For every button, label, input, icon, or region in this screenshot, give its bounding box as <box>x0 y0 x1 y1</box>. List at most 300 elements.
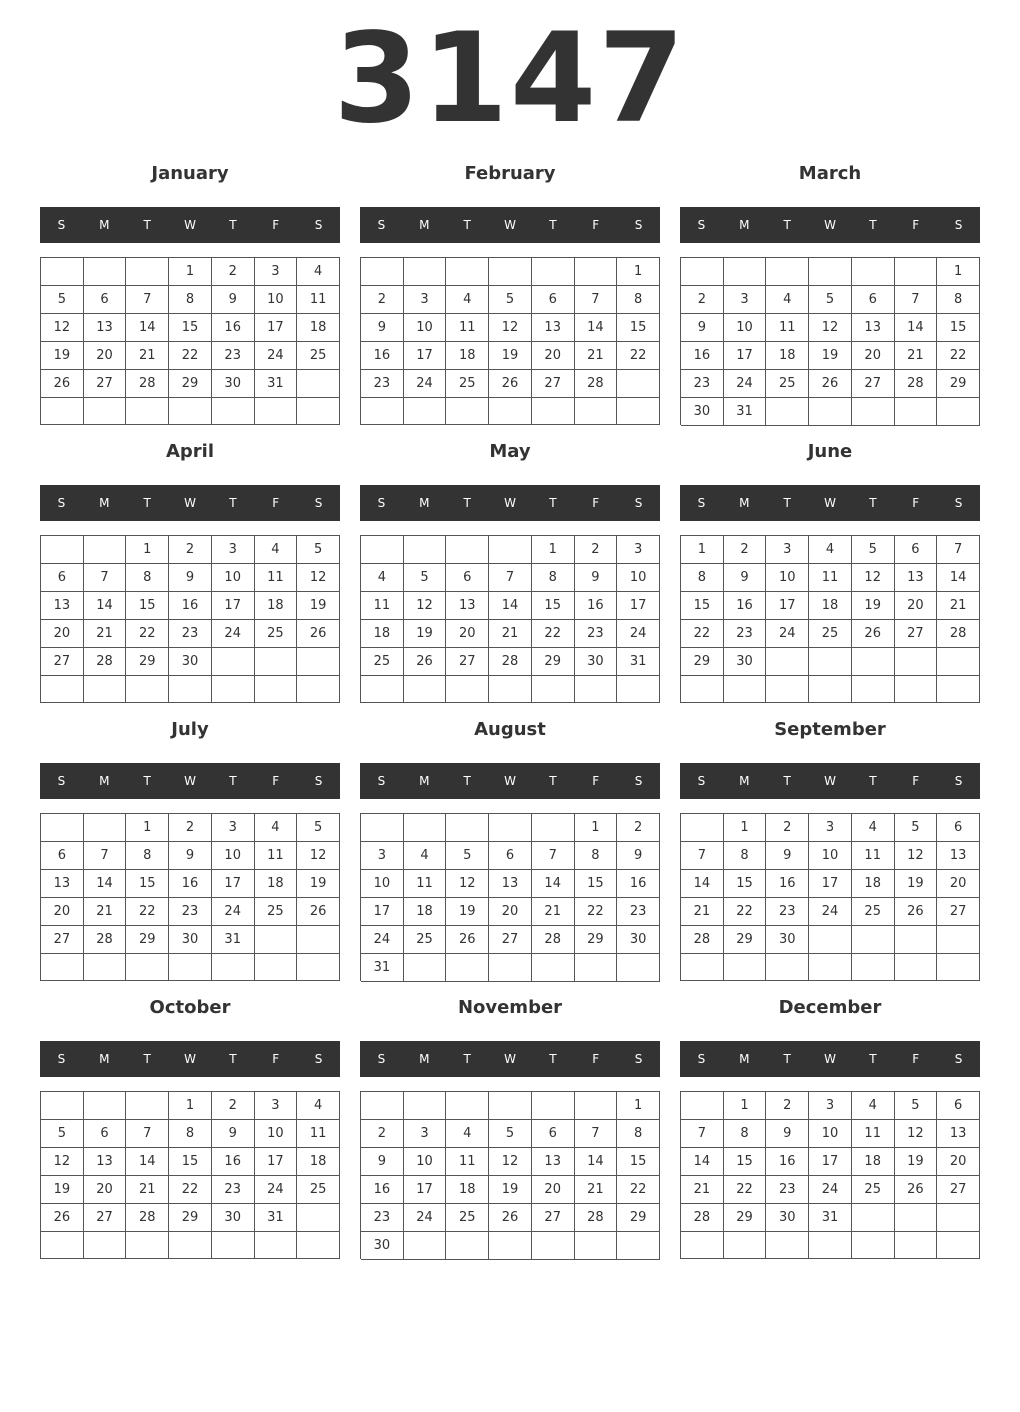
day-cell[interactable]: 12 <box>489 1148 532 1176</box>
day-cell[interactable]: 29 <box>532 648 575 676</box>
day-cell[interactable]: 12 <box>404 592 447 620</box>
day-cell[interactable]: 23 <box>766 898 809 926</box>
day-cell[interactable]: 10 <box>212 842 255 870</box>
day-cell[interactable]: 8 <box>724 842 767 870</box>
day-cell[interactable]: 13 <box>895 564 938 592</box>
day-cell[interactable]: 26 <box>297 898 340 926</box>
day-cell[interactable]: 1 <box>575 814 618 842</box>
day-cell[interactable]: 21 <box>532 898 575 926</box>
day-cell[interactable]: 24 <box>404 370 447 398</box>
day-cell[interactable]: 3 <box>404 1120 447 1148</box>
day-cell[interactable]: 17 <box>404 1176 447 1204</box>
day-cell[interactable]: 30 <box>361 1232 404 1260</box>
day-cell[interactable]: 1 <box>937 258 980 286</box>
day-cell[interactable]: 12 <box>297 564 340 592</box>
day-cell[interactable]: 16 <box>724 592 767 620</box>
day-cell[interactable]: 24 <box>809 1176 852 1204</box>
day-cell[interactable]: 13 <box>446 592 489 620</box>
day-cell[interactable]: 5 <box>297 536 340 564</box>
day-cell[interactable]: 20 <box>532 342 575 370</box>
day-cell[interactable]: 15 <box>575 870 618 898</box>
day-cell[interactable]: 11 <box>446 314 489 342</box>
day-cell[interactable]: 28 <box>681 1204 724 1232</box>
day-cell[interactable]: 28 <box>84 926 127 954</box>
day-cell[interactable]: 13 <box>532 314 575 342</box>
day-cell[interactable]: 15 <box>617 1148 660 1176</box>
day-cell[interactable]: 12 <box>895 842 938 870</box>
day-cell[interactable]: 1 <box>617 1092 660 1120</box>
day-cell[interactable]: 15 <box>937 314 980 342</box>
day-cell[interactable]: 22 <box>169 342 212 370</box>
day-cell[interactable]: 17 <box>766 592 809 620</box>
day-cell[interactable]: 16 <box>361 1176 404 1204</box>
day-cell[interactable]: 4 <box>852 1092 895 1120</box>
day-cell[interactable]: 4 <box>852 814 895 842</box>
day-cell[interactable]: 6 <box>41 564 84 592</box>
day-cell[interactable]: 25 <box>446 1204 489 1232</box>
day-cell[interactable]: 12 <box>446 870 489 898</box>
day-cell[interactable]: 25 <box>404 926 447 954</box>
day-cell[interactable]: 26 <box>297 620 340 648</box>
day-cell[interactable]: 6 <box>489 842 532 870</box>
day-cell[interactable]: 25 <box>852 898 895 926</box>
day-cell[interactable]: 11 <box>255 842 298 870</box>
day-cell[interactable]: 16 <box>169 870 212 898</box>
day-cell[interactable]: 30 <box>766 926 809 954</box>
day-cell[interactable]: 6 <box>84 1120 127 1148</box>
day-cell[interactable]: 10 <box>212 564 255 592</box>
day-cell[interactable]: 16 <box>617 870 660 898</box>
day-cell[interactable]: 22 <box>724 898 767 926</box>
day-cell[interactable]: 10 <box>404 1148 447 1176</box>
day-cell[interactable]: 14 <box>895 314 938 342</box>
day-cell[interactable]: 15 <box>532 592 575 620</box>
day-cell[interactable]: 2 <box>361 286 404 314</box>
day-cell[interactable]: 2 <box>212 258 255 286</box>
day-cell[interactable]: 30 <box>617 926 660 954</box>
day-cell[interactable]: 18 <box>361 620 404 648</box>
day-cell[interactable]: 24 <box>617 620 660 648</box>
day-cell[interactable]: 10 <box>361 870 404 898</box>
day-cell[interactable]: 15 <box>169 1148 212 1176</box>
day-cell[interactable]: 10 <box>255 286 298 314</box>
day-cell[interactable]: 12 <box>297 842 340 870</box>
day-cell[interactable]: 11 <box>404 870 447 898</box>
day-cell[interactable]: 18 <box>255 592 298 620</box>
day-cell[interactable]: 3 <box>255 1092 298 1120</box>
day-cell[interactable]: 1 <box>724 1092 767 1120</box>
day-cell[interactable]: 7 <box>895 286 938 314</box>
day-cell[interactable]: 25 <box>766 370 809 398</box>
day-cell[interactable]: 20 <box>84 1176 127 1204</box>
day-cell[interactable]: 11 <box>297 1120 340 1148</box>
day-cell[interactable]: 14 <box>575 314 618 342</box>
day-cell[interactable]: 8 <box>724 1120 767 1148</box>
day-cell[interactable]: 17 <box>255 314 298 342</box>
day-cell[interactable]: 29 <box>937 370 980 398</box>
day-cell[interactable]: 20 <box>937 1148 980 1176</box>
day-cell[interactable]: 14 <box>937 564 980 592</box>
day-cell[interactable]: 24 <box>361 926 404 954</box>
day-cell[interactable]: 17 <box>809 1148 852 1176</box>
day-cell[interactable]: 20 <box>41 620 84 648</box>
day-cell[interactable]: 26 <box>895 898 938 926</box>
day-cell[interactable]: 19 <box>297 870 340 898</box>
day-cell[interactable]: 19 <box>404 620 447 648</box>
day-cell[interactable]: 27 <box>532 1204 575 1232</box>
day-cell[interactable]: 1 <box>532 536 575 564</box>
day-cell[interactable]: 30 <box>212 370 255 398</box>
day-cell[interactable]: 19 <box>297 592 340 620</box>
day-cell[interactable]: 9 <box>766 1120 809 1148</box>
day-cell[interactable]: 18 <box>446 342 489 370</box>
day-cell[interactable]: 21 <box>681 1176 724 1204</box>
day-cell[interactable]: 27 <box>41 648 84 676</box>
day-cell[interactable]: 29 <box>575 926 618 954</box>
day-cell[interactable]: 23 <box>361 1204 404 1232</box>
day-cell[interactable]: 3 <box>724 286 767 314</box>
day-cell[interactable]: 26 <box>895 1176 938 1204</box>
day-cell[interactable]: 5 <box>404 564 447 592</box>
day-cell[interactable]: 16 <box>575 592 618 620</box>
day-cell[interactable]: 23 <box>766 1176 809 1204</box>
day-cell[interactable]: 8 <box>169 1120 212 1148</box>
day-cell[interactable]: 11 <box>446 1148 489 1176</box>
day-cell[interactable]: 18 <box>255 870 298 898</box>
day-cell[interactable]: 20 <box>41 898 84 926</box>
day-cell[interactable]: 14 <box>489 592 532 620</box>
day-cell[interactable]: 4 <box>446 1120 489 1148</box>
day-cell[interactable]: 18 <box>852 870 895 898</box>
day-cell[interactable]: 4 <box>404 842 447 870</box>
day-cell[interactable]: 18 <box>766 342 809 370</box>
day-cell[interactable]: 16 <box>361 342 404 370</box>
day-cell[interactable]: 12 <box>809 314 852 342</box>
day-cell[interactable]: 15 <box>724 870 767 898</box>
day-cell[interactable]: 16 <box>766 1148 809 1176</box>
day-cell[interactable]: 2 <box>681 286 724 314</box>
day-cell[interactable]: 26 <box>41 370 84 398</box>
day-cell[interactable]: 15 <box>724 1148 767 1176</box>
day-cell[interactable]: 22 <box>724 1176 767 1204</box>
day-cell[interactable]: 30 <box>681 398 724 426</box>
day-cell[interactable]: 5 <box>41 1120 84 1148</box>
day-cell[interactable]: 13 <box>937 842 980 870</box>
day-cell[interactable]: 27 <box>532 370 575 398</box>
day-cell[interactable]: 26 <box>809 370 852 398</box>
day-cell[interactable]: 24 <box>404 1204 447 1232</box>
day-cell[interactable]: 11 <box>297 286 340 314</box>
day-cell[interactable]: 3 <box>404 286 447 314</box>
day-cell[interactable]: 4 <box>809 536 852 564</box>
day-cell[interactable]: 3 <box>617 536 660 564</box>
day-cell[interactable]: 5 <box>297 814 340 842</box>
day-cell[interactable]: 11 <box>809 564 852 592</box>
day-cell[interactable]: 24 <box>255 342 298 370</box>
day-cell[interactable]: 31 <box>255 1204 298 1232</box>
day-cell[interactable]: 11 <box>852 842 895 870</box>
day-cell[interactable]: 1 <box>126 536 169 564</box>
day-cell[interactable]: 12 <box>489 314 532 342</box>
day-cell[interactable]: 14 <box>575 1148 618 1176</box>
day-cell[interactable]: 30 <box>169 926 212 954</box>
day-cell[interactable]: 2 <box>212 1092 255 1120</box>
day-cell[interactable]: 28 <box>84 648 127 676</box>
day-cell[interactable]: 3 <box>766 536 809 564</box>
day-cell[interactable]: 22 <box>169 1176 212 1204</box>
day-cell[interactable]: 22 <box>532 620 575 648</box>
day-cell[interactable]: 29 <box>126 926 169 954</box>
day-cell[interactable]: 26 <box>41 1204 84 1232</box>
day-cell[interactable]: 3 <box>809 814 852 842</box>
day-cell[interactable]: 8 <box>617 1120 660 1148</box>
day-cell[interactable]: 5 <box>895 814 938 842</box>
day-cell[interactable]: 22 <box>617 342 660 370</box>
day-cell[interactable]: 15 <box>169 314 212 342</box>
day-cell[interactable]: 21 <box>489 620 532 648</box>
day-cell[interactable]: 20 <box>852 342 895 370</box>
day-cell[interactable]: 1 <box>681 536 724 564</box>
day-cell[interactable]: 25 <box>255 898 298 926</box>
day-cell[interactable]: 29 <box>617 1204 660 1232</box>
day-cell[interactable]: 23 <box>361 370 404 398</box>
day-cell[interactable]: 21 <box>84 620 127 648</box>
day-cell[interactable]: 8 <box>126 564 169 592</box>
day-cell[interactable]: 17 <box>724 342 767 370</box>
day-cell[interactable]: 31 <box>255 370 298 398</box>
day-cell[interactable]: 26 <box>489 370 532 398</box>
day-cell[interactable]: 17 <box>212 870 255 898</box>
day-cell[interactable]: 19 <box>489 342 532 370</box>
day-cell[interactable]: 2 <box>575 536 618 564</box>
day-cell[interactable]: 10 <box>724 314 767 342</box>
day-cell[interactable]: 3 <box>255 258 298 286</box>
day-cell[interactable]: 29 <box>169 1204 212 1232</box>
day-cell[interactable]: 25 <box>297 1176 340 1204</box>
day-cell[interactable]: 21 <box>895 342 938 370</box>
day-cell[interactable]: 21 <box>126 1176 169 1204</box>
day-cell[interactable]: 21 <box>937 592 980 620</box>
day-cell[interactable]: 29 <box>126 648 169 676</box>
day-cell[interactable]: 14 <box>126 314 169 342</box>
day-cell[interactable]: 24 <box>212 898 255 926</box>
day-cell[interactable]: 23 <box>169 620 212 648</box>
day-cell[interactable]: 20 <box>532 1176 575 1204</box>
day-cell[interactable]: 9 <box>361 1148 404 1176</box>
day-cell[interactable]: 18 <box>297 1148 340 1176</box>
day-cell[interactable]: 7 <box>937 536 980 564</box>
day-cell[interactable]: 9 <box>212 286 255 314</box>
day-cell[interactable]: 16 <box>169 592 212 620</box>
day-cell[interactable]: 30 <box>766 1204 809 1232</box>
day-cell[interactable]: 10 <box>255 1120 298 1148</box>
day-cell[interactable]: 14 <box>84 592 127 620</box>
day-cell[interactable]: 8 <box>126 842 169 870</box>
day-cell[interactable]: 21 <box>575 342 618 370</box>
day-cell[interactable]: 19 <box>41 342 84 370</box>
day-cell[interactable]: 13 <box>937 1120 980 1148</box>
day-cell[interactable]: 3 <box>212 814 255 842</box>
day-cell[interactable]: 28 <box>126 370 169 398</box>
day-cell[interactable]: 1 <box>169 1092 212 1120</box>
day-cell[interactable]: 19 <box>489 1176 532 1204</box>
day-cell[interactable]: 22 <box>681 620 724 648</box>
day-cell[interactable]: 19 <box>895 870 938 898</box>
day-cell[interactable]: 23 <box>617 898 660 926</box>
day-cell[interactable]: 4 <box>361 564 404 592</box>
day-cell[interactable]: 9 <box>361 314 404 342</box>
day-cell[interactable]: 27 <box>895 620 938 648</box>
day-cell[interactable]: 16 <box>212 314 255 342</box>
day-cell[interactable]: 6 <box>446 564 489 592</box>
day-cell[interactable]: 13 <box>41 870 84 898</box>
day-cell[interactable]: 21 <box>126 342 169 370</box>
day-cell[interactable]: 18 <box>297 314 340 342</box>
day-cell[interactable]: 28 <box>575 1204 618 1232</box>
day-cell[interactable]: 10 <box>617 564 660 592</box>
day-cell[interactable]: 9 <box>766 842 809 870</box>
day-cell[interactable]: 9 <box>724 564 767 592</box>
day-cell[interactable]: 7 <box>126 286 169 314</box>
day-cell[interactable]: 16 <box>766 870 809 898</box>
day-cell[interactable]: 17 <box>212 592 255 620</box>
day-cell[interactable]: 23 <box>212 342 255 370</box>
day-cell[interactable]: 30 <box>724 648 767 676</box>
day-cell[interactable]: 9 <box>617 842 660 870</box>
day-cell[interactable]: 17 <box>404 342 447 370</box>
day-cell[interactable]: 28 <box>575 370 618 398</box>
day-cell[interactable]: 14 <box>681 870 724 898</box>
day-cell[interactable]: 5 <box>809 286 852 314</box>
day-cell[interactable]: 7 <box>84 842 127 870</box>
day-cell[interactable]: 9 <box>212 1120 255 1148</box>
day-cell[interactable]: 31 <box>809 1204 852 1232</box>
day-cell[interactable]: 7 <box>575 1120 618 1148</box>
day-cell[interactable]: 6 <box>532 1120 575 1148</box>
day-cell[interactable]: 2 <box>766 1092 809 1120</box>
day-cell[interactable]: 7 <box>532 842 575 870</box>
day-cell[interactable]: 30 <box>575 648 618 676</box>
day-cell[interactable]: 8 <box>169 286 212 314</box>
day-cell[interactable]: 28 <box>126 1204 169 1232</box>
day-cell[interactable]: 23 <box>212 1176 255 1204</box>
day-cell[interactable]: 26 <box>852 620 895 648</box>
day-cell[interactable]: 22 <box>937 342 980 370</box>
day-cell[interactable]: 22 <box>617 1176 660 1204</box>
day-cell[interactable]: 31 <box>361 954 404 982</box>
day-cell[interactable]: 2 <box>766 814 809 842</box>
day-cell[interactable]: 23 <box>575 620 618 648</box>
day-cell[interactable]: 4 <box>446 286 489 314</box>
day-cell[interactable]: 21 <box>575 1176 618 1204</box>
day-cell[interactable]: 16 <box>212 1148 255 1176</box>
day-cell[interactable]: 12 <box>41 1148 84 1176</box>
day-cell[interactable]: 10 <box>766 564 809 592</box>
day-cell[interactable]: 20 <box>937 870 980 898</box>
day-cell[interactable]: 19 <box>852 592 895 620</box>
day-cell[interactable]: 5 <box>489 286 532 314</box>
day-cell[interactable]: 6 <box>84 286 127 314</box>
day-cell[interactable]: 28 <box>681 926 724 954</box>
day-cell[interactable]: 14 <box>126 1148 169 1176</box>
day-cell[interactable]: 25 <box>297 342 340 370</box>
day-cell[interactable]: 1 <box>169 258 212 286</box>
day-cell[interactable]: 27 <box>84 370 127 398</box>
day-cell[interactable]: 13 <box>84 314 127 342</box>
day-cell[interactable]: 6 <box>937 1092 980 1120</box>
day-cell[interactable]: 8 <box>937 286 980 314</box>
day-cell[interactable]: 6 <box>532 286 575 314</box>
day-cell[interactable]: 4 <box>766 286 809 314</box>
day-cell[interactable]: 7 <box>489 564 532 592</box>
day-cell[interactable]: 24 <box>212 620 255 648</box>
day-cell[interactable]: 9 <box>169 564 212 592</box>
day-cell[interactable]: 25 <box>809 620 852 648</box>
day-cell[interactable]: 11 <box>255 564 298 592</box>
day-cell[interactable]: 5 <box>895 1092 938 1120</box>
day-cell[interactable]: 18 <box>809 592 852 620</box>
day-cell[interactable]: 25 <box>852 1176 895 1204</box>
day-cell[interactable]: 5 <box>41 286 84 314</box>
day-cell[interactable]: 4 <box>255 536 298 564</box>
day-cell[interactable]: 20 <box>895 592 938 620</box>
day-cell[interactable]: 8 <box>532 564 575 592</box>
day-cell[interactable]: 8 <box>681 564 724 592</box>
day-cell[interactable]: 27 <box>84 1204 127 1232</box>
day-cell[interactable]: 29 <box>724 1204 767 1232</box>
day-cell[interactable]: 27 <box>446 648 489 676</box>
day-cell[interactable]: 10 <box>809 1120 852 1148</box>
day-cell[interactable]: 14 <box>681 1148 724 1176</box>
day-cell[interactable]: 8 <box>617 286 660 314</box>
day-cell[interactable]: 20 <box>446 620 489 648</box>
day-cell[interactable]: 1 <box>617 258 660 286</box>
day-cell[interactable]: 2 <box>617 814 660 842</box>
day-cell[interactable]: 30 <box>212 1204 255 1232</box>
day-cell[interactable]: 6 <box>41 842 84 870</box>
day-cell[interactable]: 6 <box>895 536 938 564</box>
day-cell[interactable]: 26 <box>489 1204 532 1232</box>
day-cell[interactable]: 24 <box>724 370 767 398</box>
day-cell[interactable]: 7 <box>84 564 127 592</box>
day-cell[interactable]: 28 <box>532 926 575 954</box>
day-cell[interactable]: 13 <box>84 1148 127 1176</box>
day-cell[interactable]: 11 <box>766 314 809 342</box>
day-cell[interactable]: 5 <box>489 1120 532 1148</box>
day-cell[interactable]: 27 <box>937 1176 980 1204</box>
day-cell[interactable]: 31 <box>724 398 767 426</box>
day-cell[interactable]: 13 <box>41 592 84 620</box>
day-cell[interactable]: 18 <box>852 1148 895 1176</box>
day-cell[interactable]: 17 <box>617 592 660 620</box>
day-cell[interactable]: 17 <box>255 1148 298 1176</box>
day-cell[interactable]: 15 <box>126 592 169 620</box>
day-cell[interactable]: 21 <box>84 898 127 926</box>
day-cell[interactable]: 21 <box>681 898 724 926</box>
day-cell[interactable]: 7 <box>575 286 618 314</box>
day-cell[interactable]: 9 <box>575 564 618 592</box>
day-cell[interactable]: 19 <box>809 342 852 370</box>
day-cell[interactable]: 1 <box>126 814 169 842</box>
day-cell[interactable]: 1 <box>724 814 767 842</box>
day-cell[interactable]: 24 <box>766 620 809 648</box>
day-cell[interactable]: 26 <box>446 926 489 954</box>
day-cell[interactable]: 12 <box>41 314 84 342</box>
day-cell[interactable]: 15 <box>617 314 660 342</box>
day-cell[interactable]: 4 <box>297 1092 340 1120</box>
day-cell[interactable]: 26 <box>404 648 447 676</box>
day-cell[interactable]: 15 <box>681 592 724 620</box>
